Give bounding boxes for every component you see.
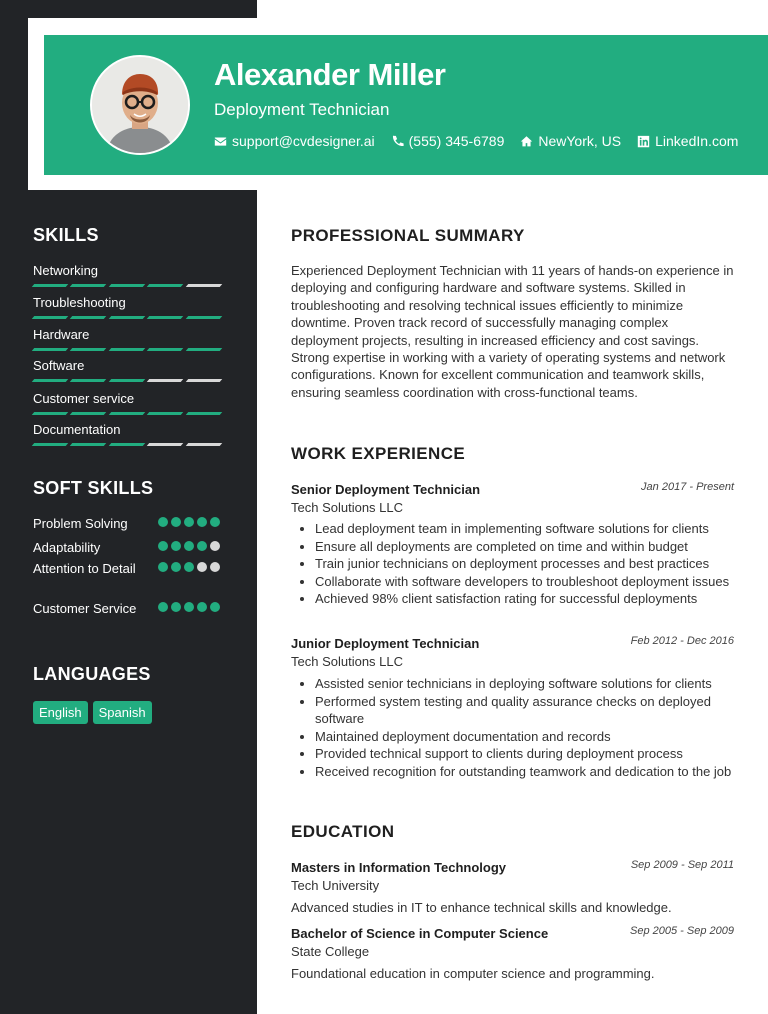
job-company: Tech Solutions LLC [291, 654, 404, 669]
education-degree: Bachelor of Science in Computer Science [291, 926, 549, 941]
skill-item [33, 263, 223, 287]
job-bullet: • Received recognition for outstanding teamwork and dedication to the job [315, 763, 751, 781]
experience-heading: WORK EXPERIENCE [291, 444, 466, 463]
rating-dot [210, 602, 220, 612]
rating-dot [171, 562, 181, 572]
skill-item [33, 358, 223, 382]
contact-location-text: NewYork, US [538, 133, 622, 149]
soft-skill-item [33, 560, 223, 577]
job-bullet: • Ensure all deployments are completed on time and within budget [315, 538, 751, 556]
skill-level-segment [70, 443, 107, 446]
skill-level-segment [32, 316, 69, 319]
education-school: State College [291, 944, 370, 959]
job-title: Deployment Technician [214, 100, 390, 119]
skill-level-segment [32, 284, 69, 287]
skill-level-segment [70, 379, 107, 382]
soft-skills-heading: SOFT SKILLS [33, 478, 154, 498]
summary-text: Experienced Deployment Technician with 11 years of hands-on experience in deploying and configuring hardware and software systems. Skilled in troubleshooting and resolving technical issues efficiently to minimize downtime. Proven track record of successfully managing complex deployment projects, resulting in increased efficiency and cost savings. Strong expertise in working with a variety of operating systems and network configurations. Known for excellent communication and teamwork skills, ensuring seamless coordination with cross-functional teams. [291, 263, 734, 400]
soft-skill-name: Customer Service [33, 601, 137, 616]
skill-level-segment [109, 412, 146, 415]
skill-level-segment [185, 379, 222, 382]
soft-skill-item [33, 539, 223, 556]
skill-level-bar [33, 443, 223, 446]
language-badge: English [33, 701, 88, 724]
job-role: Junior Deployment Technician [291, 636, 480, 651]
skill-level-segment [70, 316, 107, 319]
rating-dot [184, 517, 194, 527]
skill-item [33, 391, 223, 415]
soft-skill-item [33, 515, 223, 532]
contact-location [520, 133, 621, 149]
contact-linkedin-text: LinkedIn.com [655, 133, 739, 149]
profile-photo [92, 57, 188, 153]
education-entry [291, 926, 734, 959]
soft-skill-item [33, 600, 223, 617]
job-entry [291, 482, 734, 515]
job-bullet: • Train junior technicians on deployment processes and best practices [315, 555, 751, 573]
education-degree: Masters in Information Technology [291, 860, 507, 875]
summary-heading: PROFESSIONAL SUMMARY [291, 226, 525, 245]
skill-level-segment [185, 412, 222, 415]
avatar [90, 55, 190, 155]
skills-heading: SKILLS [33, 225, 99, 245]
skill-level-segment [185, 316, 222, 319]
skill-name: Troubleshooting [33, 295, 126, 310]
rating-dot [210, 517, 220, 527]
education-description: Advanced studies in IT to enhance technical skills and knowledge. [291, 900, 672, 915]
rating-dot [171, 541, 181, 551]
home-icon [520, 135, 533, 148]
linkedin-icon [637, 135, 650, 148]
education-dates: Sep 2009 - Sep 2011 [630, 859, 734, 871]
phone-icon [391, 135, 404, 148]
job-dates: Jan 2017 - Present [641, 481, 734, 493]
skill-level-segment [109, 348, 146, 351]
rating-dot [171, 517, 181, 527]
job-role: Senior Deployment Technician [291, 482, 481, 497]
skill-level-segment [109, 379, 146, 382]
job-bullet: • Collaborate with software developers to troubleshoot deployment issues [315, 573, 751, 591]
soft-skill-rating [158, 602, 220, 612]
skill-name: Hardware [33, 327, 90, 342]
skill-item [33, 327, 223, 351]
envelope-icon [214, 135, 227, 148]
languages-heading: LANGUAGES [33, 664, 151, 684]
skill-level-bar [33, 284, 223, 287]
skill-item [33, 295, 223, 319]
education-description: Foundational education in computer science and programming. [291, 966, 655, 981]
skill-name: Documentation [33, 422, 121, 437]
contact-phone[interactable] [391, 133, 505, 149]
skill-level-segment [32, 379, 69, 382]
skill-level-segment [109, 316, 146, 319]
education-entry [291, 860, 734, 893]
job-bullet: • Provided technical support to clients during deployment process [315, 745, 751, 763]
job-entry [291, 636, 734, 669]
language-badge: Spanish [93, 701, 152, 724]
contact-email[interactable] [214, 133, 375, 149]
skill-level-segment [147, 379, 184, 382]
job-bullets [297, 675, 751, 780]
job-bullet: • Maintained deployment documentation and records [315, 728, 751, 746]
rating-dot [197, 517, 207, 527]
skill-level-segment [70, 284, 107, 287]
contact-linkedin[interactable] [637, 133, 738, 149]
soft-skill-name: Attention to Detail [33, 561, 136, 576]
education-dates: Sep 2005 - Sep 2009 [630, 925, 734, 937]
rating-dot [197, 562, 207, 572]
skill-level-segment [32, 412, 69, 415]
education-school: Tech University [291, 878, 380, 893]
job-bullet: • Achieved 98% client satisfaction rating for successful deployments [315, 590, 751, 608]
contact-email-text: support@cvdesigner.ai [232, 133, 375, 149]
header-banner [44, 35, 768, 175]
rating-dot [158, 562, 168, 572]
contact-list [214, 133, 738, 149]
skill-level-segment [32, 348, 69, 351]
skill-level-bar [33, 379, 223, 382]
rating-dot [197, 541, 207, 551]
soft-skill-name: Adaptability [33, 540, 101, 555]
job-bullets [297, 520, 751, 608]
rating-dot [210, 541, 220, 551]
skill-name: Networking [33, 263, 99, 278]
skill-level-segment [147, 443, 184, 446]
skill-level-segment [147, 348, 184, 351]
rating-dot [184, 602, 194, 612]
contact-phone-text: (555) 345-6789 [408, 133, 505, 149]
education-heading: EDUCATION [291, 822, 395, 841]
soft-skill-rating [158, 517, 220, 527]
soft-skill-rating [158, 541, 220, 551]
rating-dot [210, 562, 220, 572]
job-dates: Feb 2012 - Dec 2016 [630, 635, 734, 647]
skill-level-segment [109, 443, 146, 446]
job-company: Tech Solutions LLC [291, 500, 404, 515]
rating-dot [158, 602, 168, 612]
rating-dot [184, 562, 194, 572]
skill-level-segment [185, 443, 222, 446]
skill-level-segment [32, 443, 69, 446]
job-bullet: • Performed system testing and quality assurance checks on deployed software [315, 693, 751, 728]
soft-skill-name: Problem Solving [33, 516, 128, 531]
skill-name: Customer service [33, 391, 135, 406]
rating-dot [158, 517, 168, 527]
skill-level-segment [70, 348, 107, 351]
skill-level-segment [185, 284, 222, 287]
job-bullet: • Assisted senior technicians in deploying software solutions for clients [315, 675, 751, 693]
languages-list [33, 701, 152, 724]
skill-level-segment [147, 316, 184, 319]
rating-dot [171, 602, 181, 612]
skill-level-segment [147, 412, 184, 415]
soft-skill-rating [158, 562, 220, 572]
rating-dot [158, 541, 168, 551]
skill-level-bar [33, 348, 223, 351]
skill-level-segment [147, 284, 184, 287]
skill-item [33, 422, 223, 446]
skill-level-bar [33, 316, 223, 319]
rating-dot [197, 602, 207, 612]
job-bullet: • Lead deployment team in implementing software solutions for clients [315, 520, 751, 538]
skill-level-segment [185, 348, 222, 351]
skill-name: Software [33, 358, 85, 373]
rating-dot [184, 541, 194, 551]
candidate-name: Alexander Miller [214, 57, 446, 92]
skill-level-segment [109, 284, 146, 287]
skill-level-bar [33, 412, 223, 415]
skill-level-segment [70, 412, 107, 415]
